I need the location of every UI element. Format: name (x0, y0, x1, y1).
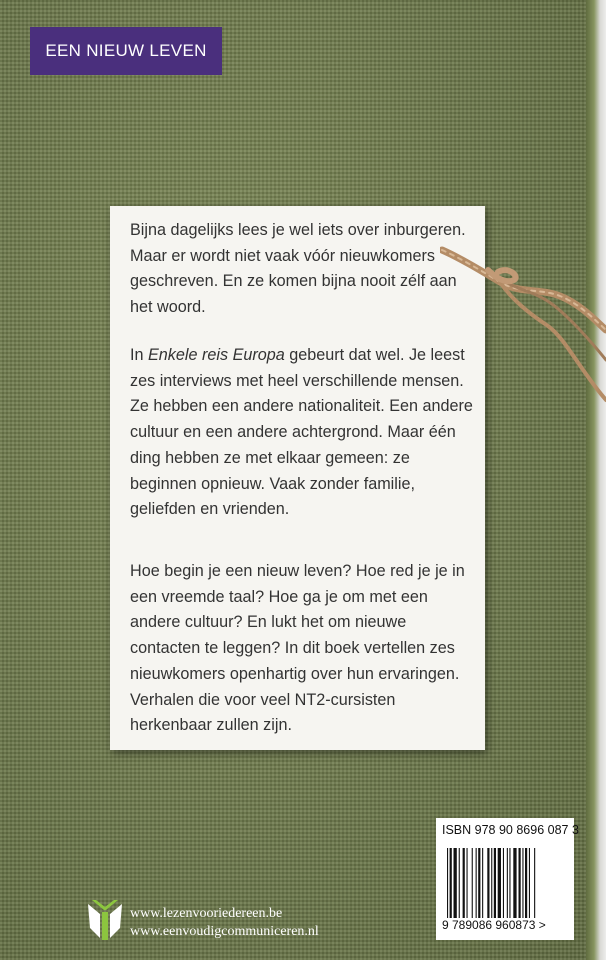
blurb-p2-rest: gebeurt dat wel. Je leest zes interviews met heel verschillende mensen. Ze hebben een andere nationaliteit. Een andere cultuur en een andere achtergrond. Maar één ding hebben ze met elkaar gemeen: ze beginnen opnieuw. Vaak zonder familie, geliefden en vrienden. (130, 346, 473, 519)
publisher-logo-icon (86, 898, 124, 942)
website-link-2[interactable]: www.eenvoudigcommuniceren.nl (130, 924, 319, 939)
twine-icon (440, 230, 606, 420)
barcode-box (436, 818, 579, 940)
book-title: Enkele reis Europa (148, 346, 285, 364)
series-label: EEN NIEUW LEVEN (30, 27, 222, 75)
barcode-icon (446, 848, 566, 918)
isbn-text: ISBN 978 90 8696 087 3 (442, 823, 579, 837)
website-link-1[interactable]: www.lezenvooriedereen.be (130, 906, 283, 921)
blurb-paragraph-3: Hoe begin je een nieuw leven? Hoe red je je in een vreemde taal? Hoe ga je om met een andere cultuur? En lukt het om nieuwe contacten te leggen? In dit boek vertellen zes nieuwkomers openhartig over hun ervaringen. Verhalen die voor veel NT2-cursisten herkenbaar zullen zijn. (130, 562, 465, 735)
blurb-card (110, 206, 485, 750)
blurb-paragraph-1: Bijna dagelijks lees je wel iets over inburgeren. Maar er wordt niet vaak vóór nieuwkomers geschreven. En ze komen bijna nooit zélf aan het woord. (130, 221, 466, 317)
blurb-paragraph-2 (130, 343, 480, 523)
barcode-number: 9 789086 960873 > (442, 918, 546, 932)
cover-spine-edge (586, 0, 606, 960)
blurb-p2-prefix: In (130, 346, 148, 364)
